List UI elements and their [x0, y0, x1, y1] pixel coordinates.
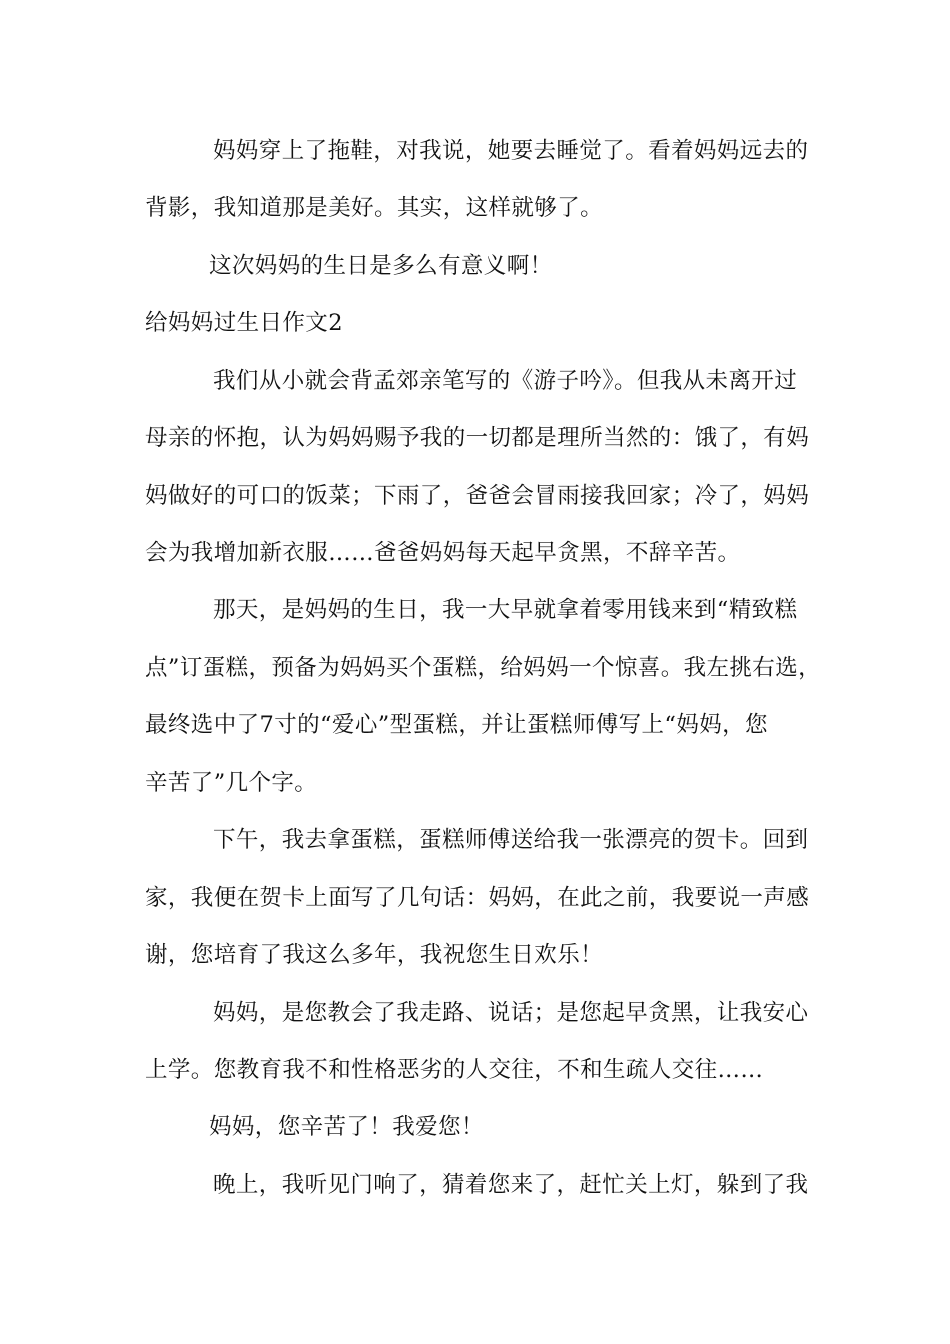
section-heading: 给妈妈过生日作文2 — [145, 310, 343, 336]
paragraph-line: 会为我增加新衣服……爸爸妈妈每天起早贪黑，不辞辛苦。 — [145, 540, 741, 566]
paragraph-line: 妈妈，您辛苦了！我爱您！ — [209, 1114, 484, 1140]
paragraph-line: 那天，是妈妈的生日，我一大早就拿着零用钱来到“精致糕 — [213, 597, 798, 623]
paragraph-line: 背影，我知道那是美好。其实，这样就够了。 — [145, 195, 604, 221]
paragraph-line: 上学。您教育我不和性格恶劣的人交往，不和生疏人交往…… — [145, 1057, 764, 1083]
paragraph-line: 母亲的怀抱，认为妈妈赐予我的一切都是理所当然的：饿了，有妈 — [145, 425, 810, 451]
paragraph-line: 妈做好的可口的饭菜；下雨了，爸爸会冒雨接我回家；冷了，妈妈 — [145, 483, 810, 509]
paragraph-line: 辛苦了”几个字。 — [145, 770, 318, 796]
paragraph-line: 下午，我去拿蛋糕，蛋糕师傅送给我一张漂亮的贺卡。回到 — [213, 827, 809, 853]
paragraph-line: 家，我便在贺卡上面写了几句话：妈妈，在此之前，我要说一声感 — [145, 885, 810, 911]
paragraph-line: 晚上，我听见门响了，猜着您来了，赶忙关上灯，躲到了我 — [213, 1172, 809, 1198]
paragraph-line: 这次妈妈的生日是多么有意义啊！ — [209, 253, 553, 279]
paragraph-line: 最终选中了7寸的“爱心”型蛋糕，并让蛋糕师傅写上“妈妈，您 — [145, 712, 768, 738]
paragraph-line: 点”订蛋糕，预备为妈妈买个蛋糕，给妈妈一个惊喜。我左挑右选， — [145, 655, 822, 681]
paragraph-line: 谢，您培育了我这么多年，我祝您生日欢乐！ — [145, 942, 604, 968]
paragraph-line: 妈妈，是您教会了我走路、说话；是您起早贪黑，让我安心 — [213, 1000, 809, 1026]
paragraph-line: 妈妈穿上了拖鞋，对我说，她要去睡觉了。看着妈妈远去的 — [213, 138, 809, 164]
paragraph-line: 我们从小就会背孟郊亲笔写的《游子吟》。但我从未离开过 — [213, 368, 798, 394]
